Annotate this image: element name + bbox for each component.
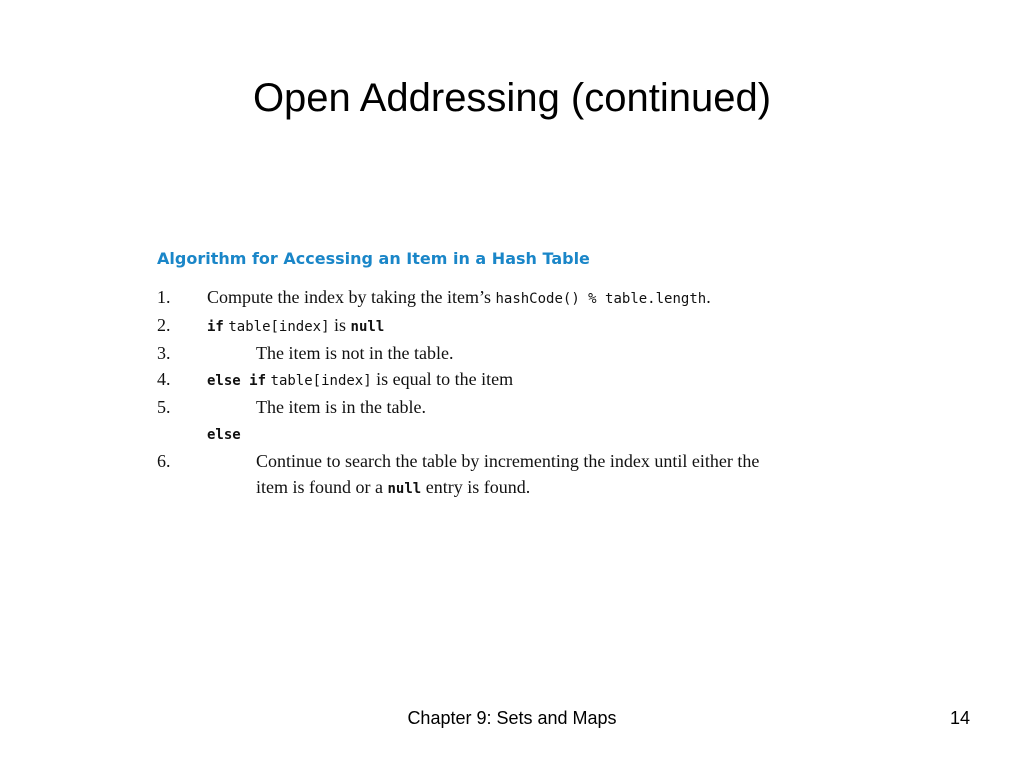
code-span: table[index] <box>228 319 330 335</box>
step-number: 2. <box>157 315 171 335</box>
step-number: 5. <box>157 397 171 417</box>
step-text-part: is equal to the item <box>371 369 514 389</box>
step-text-part: Compute the index by taking the item’s <box>207 287 496 307</box>
keyword-null: null <box>350 319 385 335</box>
step-text <box>207 284 887 312</box>
step-text <box>207 366 887 394</box>
step-text-part: is <box>329 315 351 335</box>
algorithm-step-2 <box>157 312 887 340</box>
page-number: 14 <box>949 708 970 728</box>
keyword-null: null <box>387 481 422 497</box>
step-number: 3. <box>157 343 171 363</box>
algorithm-box <box>157 248 887 502</box>
step-text-part: entry is found. <box>421 477 531 497</box>
algorithm-step-5 <box>157 394 887 420</box>
step-number: 1. <box>157 287 171 307</box>
slide-footer: Chapter 9: Sets and Maps <box>407 708 617 728</box>
algorithm-else-line <box>157 420 887 448</box>
step-text-line-1: Continue to search the table by incrementing the index until either the <box>256 451 760 471</box>
slide-title: Open Addressing (continued) <box>252 76 772 120</box>
algorithm-step-4 <box>157 366 887 394</box>
keyword-else-if: else if <box>207 373 267 389</box>
step-number: 4. <box>157 369 171 389</box>
code-span: hashCode() % table.length <box>495 291 707 307</box>
step-text <box>207 312 887 340</box>
step-number: 6. <box>157 451 171 471</box>
step-text-line-2 <box>256 474 887 502</box>
step-text-part: item is found or a <box>256 477 388 497</box>
algorithm-heading: Algorithm for Accessing an Item in a Hash Table <box>157 249 590 268</box>
step-text: The item is not in the table. <box>256 343 454 363</box>
step-text-part: . <box>706 287 711 307</box>
algorithm-step-1 <box>157 284 887 312</box>
algorithm-step-3 <box>157 340 887 366</box>
step-text <box>207 420 887 448</box>
keyword-else: else <box>207 427 241 443</box>
keyword-if: if <box>207 319 224 335</box>
code-span: table[index] <box>270 373 372 389</box>
algorithm-step-6-continued <box>157 474 887 502</box>
step-text: The item is in the table. <box>256 397 426 417</box>
algorithm-step-6 <box>157 448 887 474</box>
